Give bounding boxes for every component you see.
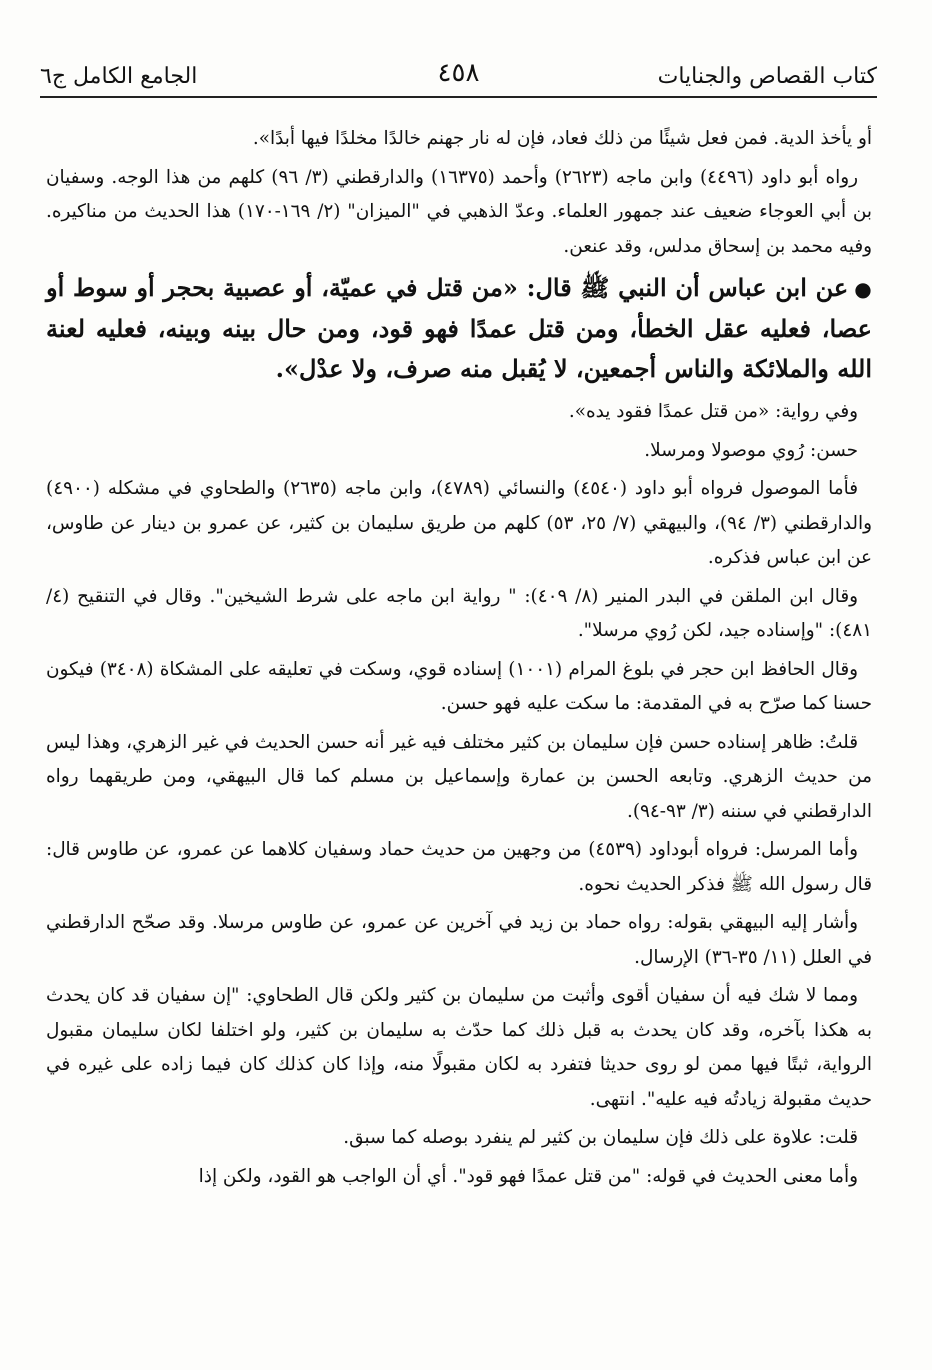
page-number: ٤٥٨ bbox=[437, 58, 480, 88]
paragraph: أو يأخذ الدية. فمن فعل شيئًا من ذلك فعاد، فإن له نار جهنم خالدًا مخلدًا فيها أبدًا». bbox=[252, 128, 872, 149]
header-rule bbox=[40, 96, 877, 98]
hadith-text bbox=[46, 268, 872, 389]
paragraph: فأما الموصول فرواه أبو داود (٤٥٤٠) والنسائي (٤٧٨٩)، وابن ماجه (٢٦٣٥) والطحاوي في مشكله (٤٩٠٠) والدارقطني (٣/ ٩٤)، والبيهقي (٧/ ٢٥، ٥٣) كلهم من طريق سليمان بن كثير، عن عمرو بن دينار عن طاوس، عن ابن عباس فذكره. bbox=[46, 478, 873, 568]
paragraph: رواه أبو داود (٤٤٩٦) وابن ماجه (٢٦٢٣) وأحمد (١٦٣٧٥) والدارقطني (٣/ ٩٦) كلهم من هذا الوجه. وسفيان بن أبي العوجاء ضعيف عند جمهور العلماء. وعدّ الذهبي في "الميزان" (٢/ ١٦٩-١٧٠) هذا الحديث من مناكيره. وفيه محمد بن إسحاق مدلس، وقد عنعن. bbox=[46, 166, 872, 257]
paragraph: وقال ابن الملقن في البدر المنير (٨/ ٤٠٩): " رواية ابن ماجه على شرط الشيخين". وقال في التنقيح (٤/ ٤٨١): "وإسناده جيد، لكن رُوي مرسلا". bbox=[46, 585, 872, 641]
chapter-title: كتاب القصاص والجنايات bbox=[657, 63, 877, 89]
paragraph: قلتُ: ظاهر إسناده حسن فإن سليمان بن كثير مختلف فيه غير أنه حسن الحديث في غير الزهري، وهذا ليس من حديث الزهري. وتابعه الحسن بن عمارة وإسماعيل بن مسلم كما قال البيهقي، ومن طريقهما رواه الدارقطني في سننه (٣/ ٩٣-٩٤). bbox=[46, 731, 872, 822]
paragraph: وأما معنى الحديث في قوله: "من قتل عمدًا فهو قود". أي أن الواجب هو القود، ولكن إذا bbox=[198, 1165, 858, 1187]
paragraph: حسن: رُوي موصولا ومرسلا. bbox=[644, 439, 858, 461]
book-title: الجامع الكامل ج٦ bbox=[40, 63, 198, 89]
paragraph: ومما لا شك فيه أن سفيان أقوى وأثبت من سليمان بن كثير ولكن قال الطحاوي: "إن سفيان قد كان يحدث به هكذا بآخره، وقد كان يحدث به قبل ذلك كما حدّث به سليمان بن كثير، ولو اختلفا لكان سليمان مقبول الرواية، ثبتًا فيها ممن لو روى حديثا فتفرد به لكان مقبولًا منه، وإذا كان كذلك كان فيما زاده على غيره في حديث مقبولة زيادتُه فيه عليه". انتهى. bbox=[46, 985, 872, 1110]
page-body bbox=[46, 122, 872, 1350]
hadith-body: عن ابن عباس أن النبي ﷺ قال: «من قتل في عميّة، أو عصبية بحجر أو سوط أو عصا، فعليه عقل الخطأ، ومن قتل عمدًا فهو قود، ومن حال بينه وبينه، فعليه لعنة الله والملائكة والناس أجمعين، لا يُقبل منه صرف، ولا عدْل». bbox=[46, 273, 872, 383]
paragraph: وفي رواية: «من قتل عمدًا فقود يده». bbox=[568, 401, 858, 422]
bullet-icon: ● bbox=[854, 277, 873, 301]
paragraph: وقال الحافظ ابن حجر في بلوغ المرام (١٠٠١) إسناده قوي، وسكت في تعليقه على المشكاة (٣٤٠٨) فيكون حسنا كما صرّح به في المقدمة: ما سكت عليه فهو حسن. bbox=[46, 658, 872, 714]
paragraph: قلت: علاوة على ذلك فإن سليمان بن كثير لم ينفرد بوصله كما سبق. bbox=[343, 1127, 858, 1148]
paragraph: وأشار إليه البيهقي بقوله: رواه حماد بن زيد في آخرين عن عمرو، عن طاوس مرسلا. وقد صحّح الدارقطني في العلل (١١/ ٣٥-٣٦) الإرسال. bbox=[46, 912, 872, 968]
page-header bbox=[40, 54, 877, 98]
paragraph: وأما المرسل: فرواه أبوداود (٤٥٣٩) من وجهين من حديث حماد وسفيان كلاهما عن عمرو، عن طاوس قال: قال رسول الله ﷺ فذكر الحديث نحوه. bbox=[46, 839, 872, 895]
